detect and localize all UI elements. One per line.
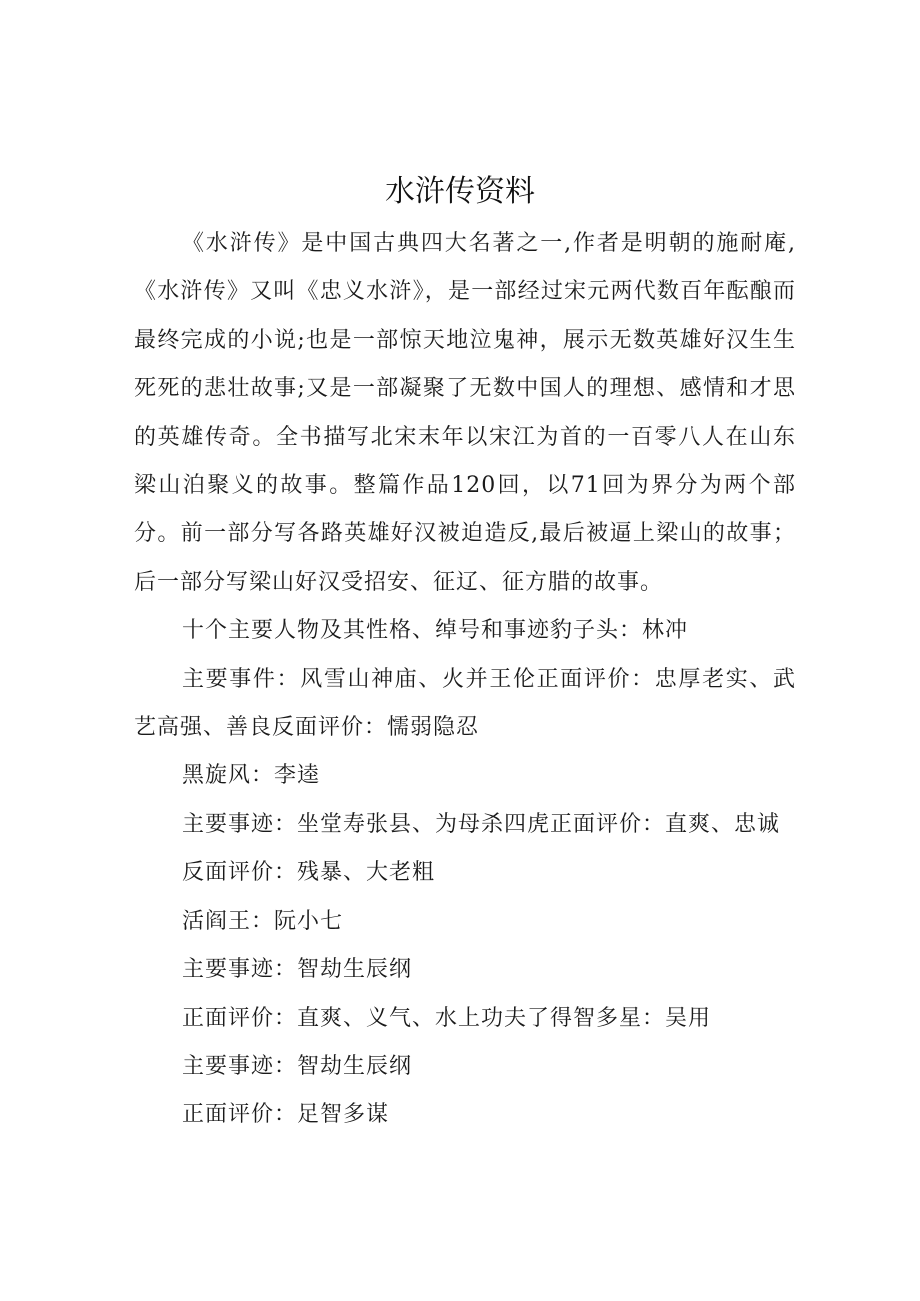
- li-kui-negative-paragraph: 反面评价：残暴、大老粗: [182, 860, 436, 886]
- lin-chong-events-paragraph: 主要事件：风雪山神庙、火并王伦正面评价：忠厚老实、武艺高强、善良反面评价：懦弱隐忍: [134, 666, 796, 741]
- ruan-xiaoqi-positive-paragraph: 正面评价：直爽、义气、水上功夫了得智多星：吴用: [182, 1005, 712, 1031]
- ruan-xiaoqi-events-paragraph: 主要事迹：智劫生辰纲: [182, 957, 413, 983]
- ruan-xiaoqi-name-paragraph: 活阎王：阮小七: [182, 908, 344, 934]
- intro-paragraph: 《水浒传》是中国古典四大名著之一,作者是明朝的施耐庵,《水浒传》又叫《忠义水浒》，是一部经过宋元两代数百年酝酿而最终完成的小说;也是一部惊天地泣鬼神，展示无数英雄好汉生生死死的悲壮故事;又是一部凝聚了无数中国人的理想、感情和才思的英雄传奇。全书描写北宋末年以宋江为首的一百零八人在山东梁山泊聚义的故事。整篇作品120回，以71回为界分为两个部分。前一部分写各路英雄好汉被迫造反,最后被逼上梁山的故事；后一部分写梁山好汉受招安、征辽、征方腊的故事。: [134, 231, 796, 595]
- characters-heading-paragraph: 十个主要人物及其性格、绰号和事迹豹子头：林冲: [182, 618, 689, 644]
- page-title: 水浒传资料: [385, 174, 535, 209]
- li-kui-events-paragraph: 主要事迹：坐堂寿张县、为母杀四虎正面评价：直爽、忠诚: [182, 811, 781, 837]
- wu-yong-events-paragraph: 主要事迹：智劫生辰纲: [182, 1053, 413, 1079]
- document-body: [134, 220, 796, 1140]
- li-kui-name-paragraph: 黑旋风：李逵: [182, 763, 321, 789]
- wu-yong-positive-paragraph: 正面评价：足智多谋: [182, 1102, 390, 1128]
